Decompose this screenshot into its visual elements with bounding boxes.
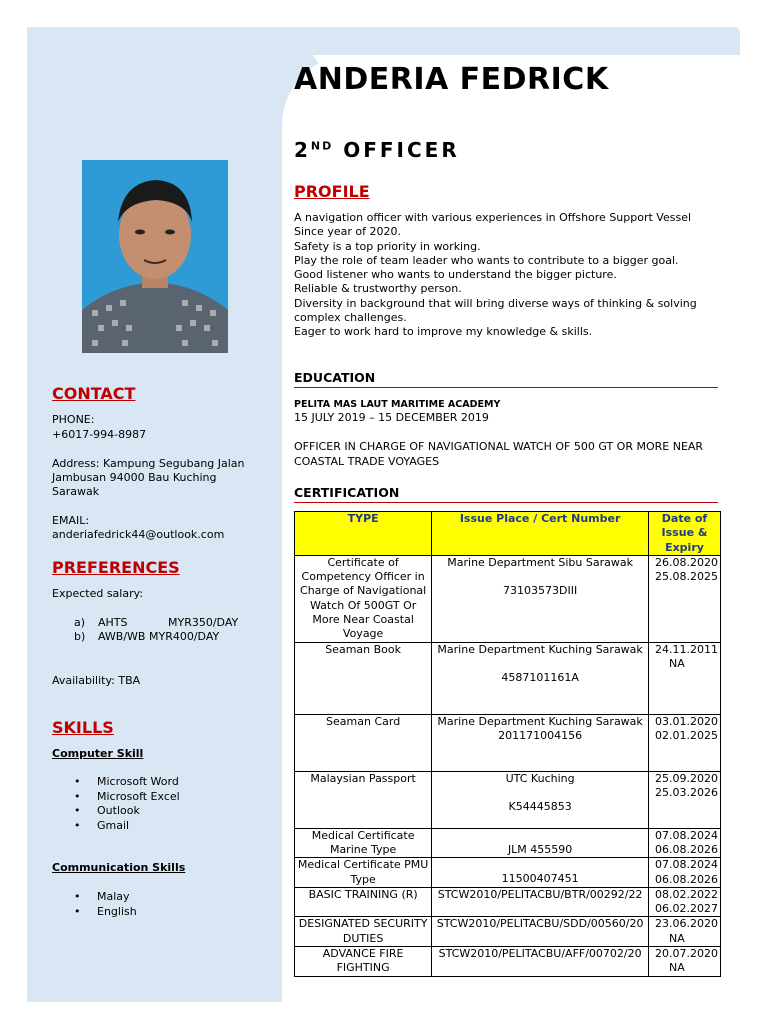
table-row (295, 714, 721, 771)
education-school: PELITA MAS LAUT MARITIME ACADEMY (294, 399, 501, 410)
contact-title: CONTACT (52, 384, 136, 403)
cert-issue (432, 828, 649, 858)
candidate-name: ANDERIA FEDRICK (294, 62, 609, 97)
header-date-line: Issue & (661, 526, 708, 540)
email-value: anderiafedrick44@outlook.com (52, 528, 225, 541)
list-item: • English (52, 905, 137, 920)
cert-type: BASIC TRAINING (R) (295, 887, 432, 917)
skills-title: SKILLS (52, 718, 114, 737)
header-band (150, 27, 740, 55)
cert-type: Certificate of Competency Officer in Charge of Navigational Watch Of 500GT Or More Near Coastal Voyage (295, 555, 432, 642)
profile-line: Good listener who wants to understand the bigger picture. (294, 268, 617, 282)
cert-issue-place: UTC Kuching (505, 771, 575, 785)
address-line-3: Sarawak (52, 485, 100, 498)
availability: Availability: TBA (52, 674, 141, 687)
cert-issue: STCW2010/PELITACBU/AFF/00702/20 (432, 947, 649, 977)
course-line: COASTAL TRADE VOYAGES (294, 454, 440, 468)
list-item: • Gmail (52, 819, 180, 834)
profile-line: A navigation officer with various experiences in Offshore Support Vessel (294, 211, 692, 224)
profile-title: PROFILE (294, 182, 370, 201)
cert-dates (649, 771, 721, 828)
communication-skill-list (52, 890, 137, 919)
email-label: EMAIL: (52, 514, 90, 527)
cert-type: DESIGNATED SECURITY DUTIES (295, 917, 432, 947)
salary-marker: a) (74, 616, 86, 629)
header-date (649, 512, 721, 556)
profile-line: Play the role of team leader who wants to contribute to a bigger goal. (294, 253, 679, 267)
table-row (295, 917, 721, 947)
cert-issue: STCW2010/PELITACBU/SDD/00560/20 (432, 917, 649, 947)
cert-issued: 23.06.2020 (655, 917, 718, 931)
cert-expiry: 06.08.2026 (655, 842, 718, 856)
cert-issued: 26.08.2020 (655, 555, 718, 569)
address-line-2: Jambusan 94000 Bau Kuching (52, 471, 217, 484)
header-issue: Issue Place / Cert Number (432, 512, 649, 556)
certification-table (294, 511, 721, 977)
cert-dates (649, 642, 721, 714)
cert-number: 4587101161A (501, 670, 579, 684)
preferences-title: PREFERENCES (52, 558, 180, 577)
cert-number: K54445853 (508, 799, 572, 813)
cert-issue-place: Marine Department Kuching Sarawak (437, 642, 643, 656)
cert-dates (649, 887, 721, 917)
cert-issued: 20.07.2020 (655, 947, 718, 961)
profile-line: Since year of 2020. (294, 225, 401, 239)
computer-skill-title: Computer Skill (52, 747, 144, 760)
phone-value: +6017-994-8987 (52, 428, 147, 441)
cert-issue (432, 771, 649, 828)
salary-item (52, 616, 282, 631)
salary-label: Expected salary: (52, 587, 144, 600)
list-item: • Microsoft Excel (52, 790, 180, 805)
header-type: TYPE (295, 512, 432, 556)
cert-issue (432, 714, 649, 771)
cert-type: Malaysian Passport (295, 771, 432, 828)
profile-line: Diversity in background that will bring diverse ways of thinking & solving (294, 296, 697, 310)
salary-vessel-type: AWB/WB (98, 630, 146, 643)
candidate-rank (294, 138, 460, 162)
table-row (295, 947, 721, 977)
list-item: • Outlook (52, 804, 180, 819)
profile-line: complex challenges. (294, 311, 407, 325)
education-course (294, 440, 724, 469)
cert-issue-place: Marine Department Sibu Sarawak (447, 555, 633, 569)
cert-dates (649, 947, 721, 977)
cert-issued: 25.09.2020 (655, 771, 718, 785)
salary-marker: b) (74, 630, 86, 643)
cert-issue (432, 642, 649, 714)
cert-issued: 07.08.2024 (655, 858, 718, 872)
cert-issue-place: Marine Department Kuching Sarawak (437, 714, 643, 728)
table-row (295, 828, 721, 858)
profile-text (294, 211, 724, 340)
cert-expiry: 02.01.2025 (655, 728, 718, 742)
rank-title: OFFICER (333, 138, 460, 162)
cert-type: Medical Certificate Marine Type (295, 828, 432, 858)
list-item: • Microsoft Word (52, 775, 180, 790)
cert-issued: 24.11.2011 (655, 642, 718, 656)
cert-issued: 07.08.2024 (655, 828, 718, 842)
cert-type: Seaman Card (295, 714, 432, 771)
computer-skill-list (52, 775, 180, 833)
course-line: OFFICER IN CHARGE OF NAVIGATIONAL WATCH OF 500 GT OR MORE NEAR (294, 440, 704, 453)
address-line-1: Address: Kampung Segubang Jalan (52, 457, 245, 470)
salary-item (52, 630, 282, 645)
cert-expiry: NA (669, 961, 685, 975)
cert-issued: 03.01.2020 (655, 714, 718, 728)
table-row (295, 642, 721, 714)
table-row (295, 887, 721, 917)
certification-title: CERTIFICATION (294, 485, 718, 503)
rank-suffix: ND (310, 139, 334, 153)
rank-number: 2 (294, 138, 311, 162)
profile-line: Reliable & trustworthy person. (294, 282, 462, 296)
phone-label: PHONE: (52, 413, 95, 426)
cert-dates (649, 828, 721, 858)
cert-expiry: 06.08.2026 (655, 872, 718, 886)
header-date-line: Date of (661, 512, 708, 525)
communication-skill-title: Communication Skills (52, 861, 186, 874)
header-date-line: Expiry (665, 540, 704, 554)
table-header-row (295, 512, 721, 556)
profile-line: Safety is a top priority in working. (294, 239, 481, 253)
cert-issue: STCW2010/PELITACBU/BTR/00292/22 (432, 887, 649, 917)
table-row (295, 858, 721, 888)
cert-type: Seaman Book (295, 642, 432, 714)
cert-number: 11500407451 (501, 872, 579, 886)
cert-number: 201171004156 (498, 728, 583, 742)
cert-dates (649, 917, 721, 947)
cert-expiry: 06.02.2027 (655, 902, 718, 916)
cert-expiry: 25.03.2026 (655, 785, 718, 799)
list-item: • Malay (52, 890, 137, 905)
cert-issue (432, 555, 649, 642)
salary-vessel-type: AHTS (98, 616, 128, 629)
cert-issue (432, 858, 649, 888)
education-title: EDUCATION (294, 370, 718, 388)
cert-expiry: NA (669, 931, 685, 945)
profile-line: Eager to work hard to improve my knowledge & skills. (294, 325, 593, 339)
cert-expiry: 25.08.2025 (655, 570, 718, 584)
cert-expiry: NA (669, 656, 685, 670)
cert-dates (649, 714, 721, 771)
cert-dates (649, 858, 721, 888)
salary-rate: MYR350/DAY (168, 616, 239, 629)
cert-issued: 08.02.2022 (655, 887, 718, 901)
cert-type: ADVANCE FIRE FIGHTING (295, 947, 432, 977)
cert-number: 73103573DIII (503, 584, 578, 598)
table-row (295, 771, 721, 828)
profile-photo (82, 160, 228, 353)
education-dates: 15 JULY 2019 – 15 DECEMBER 2019 (294, 411, 489, 424)
table-row (295, 555, 721, 642)
cert-number: JLM 455590 (507, 842, 573, 856)
cert-type: Medical Certificate PMU Type (295, 858, 432, 888)
salary-rate: MYR400/DAY (148, 630, 220, 643)
cert-dates (649, 555, 721, 642)
